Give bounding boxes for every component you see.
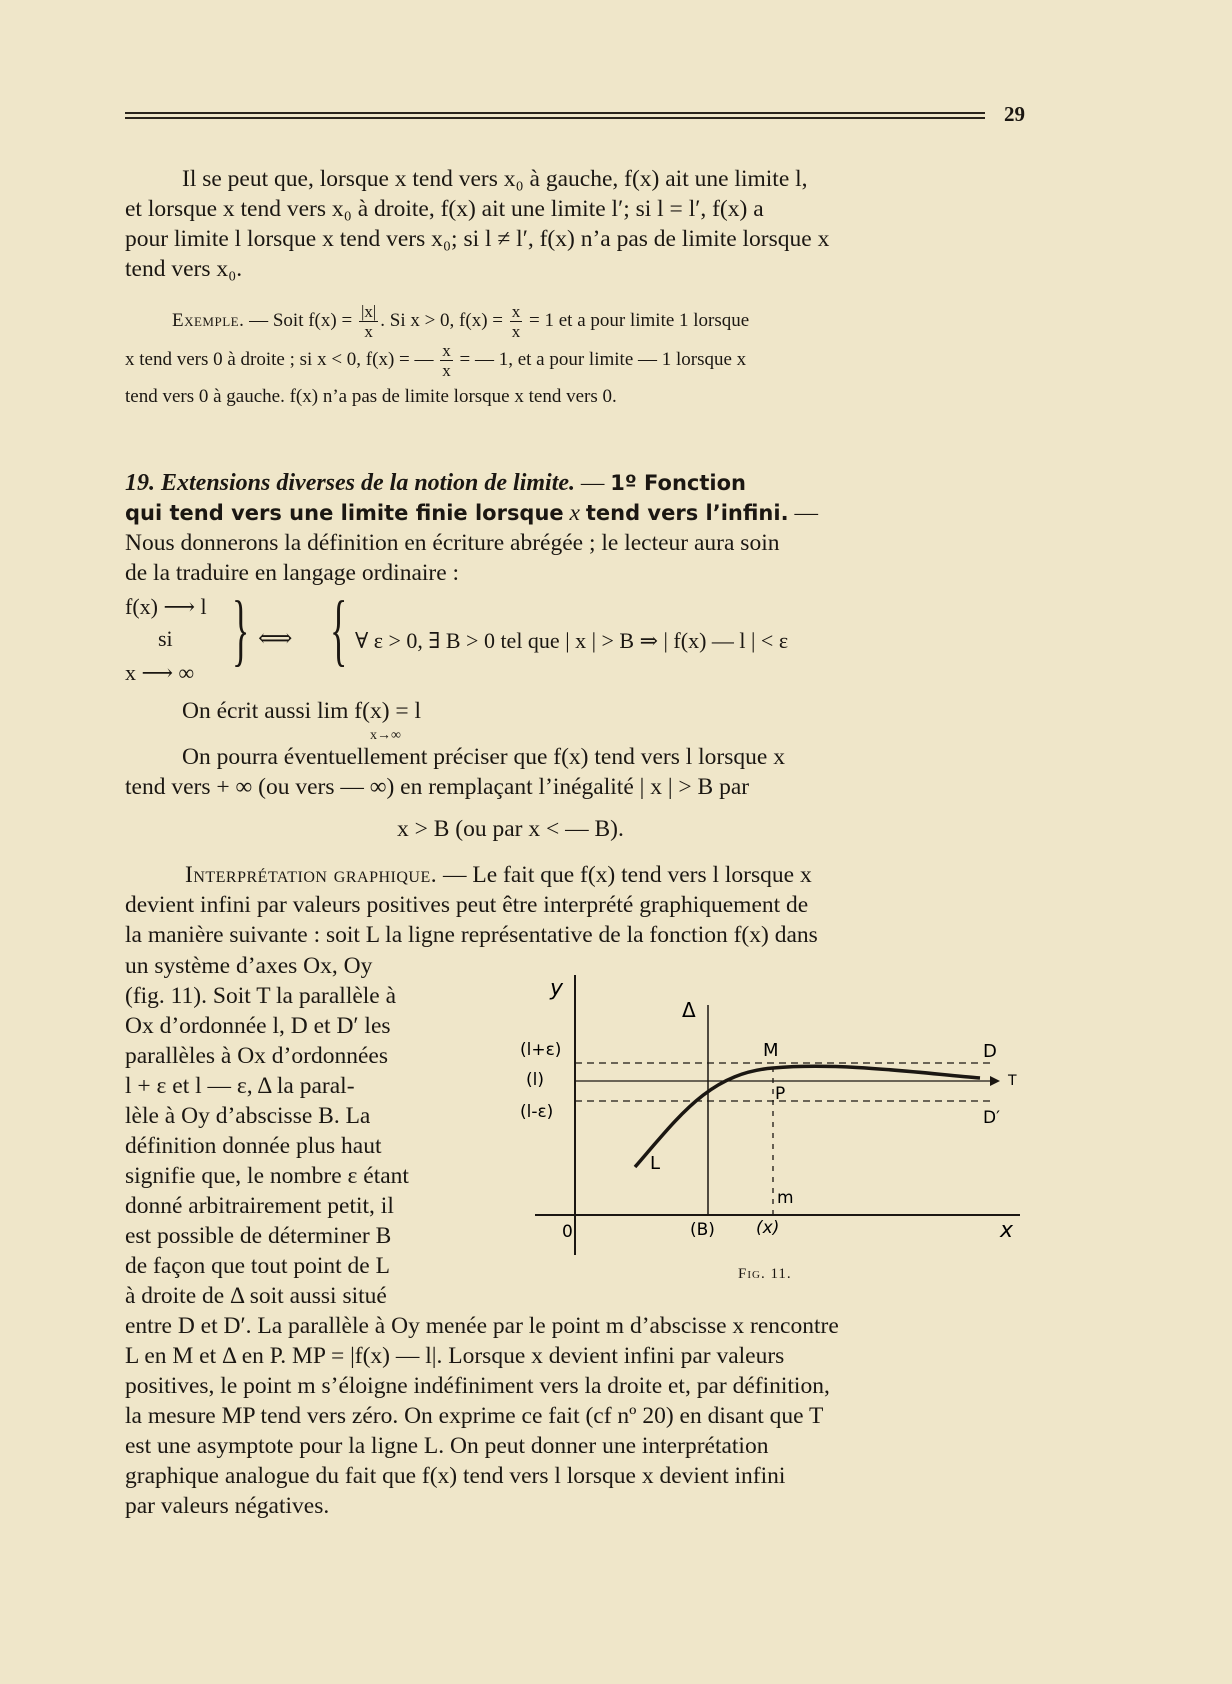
- label-l-minus-eps: (l-ε): [520, 1102, 554, 1122]
- label-origin: 0: [562, 1222, 573, 1242]
- def-left-1: f(x) ⟶ l: [125, 594, 207, 619]
- example-line-3: tend vers 0 à gauche. f(x) n’a pas de limite lorsque x tend vers 0.: [125, 386, 617, 407]
- lim-subscript: x→∞: [370, 728, 401, 743]
- label-delta: Δ: [682, 998, 696, 1022]
- example-label: Exemple.: [172, 309, 245, 331]
- section-title-line-1: 19. Extensions diverses de la notion de limite. — 1º Fonction: [125, 470, 746, 496]
- wide-line-1: entre D et D′. La parallèle à Oy menée par le point m d’abscisse x rencontre: [125, 1313, 839, 1339]
- brace-right: {: [330, 586, 348, 674]
- label-P: P: [775, 1084, 786, 1104]
- label-m: m: [777, 1188, 794, 1208]
- narrow-line-2: (fig. 11). Soit T la parallèle à: [125, 983, 397, 1009]
- section-title: 19. Extensions diverses de la notion de limite.: [125, 470, 576, 496]
- narrow-line-9: donné arbitrairement petit, il: [125, 1193, 394, 1219]
- intro-line-1: Nous donnerons la définition en écriture abrégée ; le lecteur aura soin: [125, 530, 780, 556]
- narrow-line-1: un système d’axes Ox, Oy: [125, 953, 373, 979]
- narrow-line-12: à droite de Δ soit aussi situé: [125, 1283, 387, 1309]
- narrow-line-5: l + ε et l — ε, Δ la paral-: [125, 1073, 355, 1099]
- section-title-line-2: qui tend vers une limite finie lorsque x tend vers l’infini. —: [125, 500, 818, 526]
- label-x: x: [1000, 1218, 1014, 1243]
- para1-line-2: et lorsque x tend vers x₀ à droite, f(x) ait une limite l′; si l = l′, f(x) a: [125, 196, 764, 222]
- narrow-line-8: signifie que, le nombre ε étant: [125, 1163, 409, 1189]
- def-right: ∀ ε > 0, ∃ B > 0 tel que | x | > B ⇒ | f(x) — l | < ε: [355, 628, 789, 653]
- header-rule: [125, 112, 985, 120]
- example-line-1: Exemple. — Soit f(x) = $\frac{|x|}{x}$ . Si x > 0, f(x) = $\frac{x}{x}$ = 1 et a pour limite 1 lorsque: [172, 302, 750, 341]
- label-L: L: [650, 1153, 661, 1174]
- equiv-symbol: ⟺: [258, 626, 293, 652]
- arrow-T-icon: [990, 1076, 1000, 1086]
- narrow-line-11: de façon que tout point de L: [125, 1253, 390, 1279]
- intro-line-2: de la traduire en langage ordinaire :: [125, 560, 460, 586]
- para2-line-2: tend vers + ∞ (ou vers — ∞) en remplaçant l’inégalité | x | > B par: [125, 774, 750, 800]
- page-number: 29: [1004, 102, 1025, 126]
- def-left-3: x ⟶ ∞: [125, 660, 195, 685]
- label-l: (l): [526, 1070, 544, 1090]
- lim-line: On écrit aussi lim f(x) = l: [182, 698, 422, 724]
- fraction: $\frac{x}{x}$: [442, 341, 451, 380]
- wide-line-2: L en M et Δ en P. MP = |f(x) — l|. Lorsque x devient infini par valeurs: [125, 1343, 785, 1369]
- para2-line-1: On pourra éventuellement préciser que f(x) tend vers l lorsque x: [182, 744, 785, 770]
- interp-label: Interprétation graphique.: [185, 862, 438, 888]
- label-T: T: [1008, 1073, 1017, 1089]
- label-D: D: [983, 1041, 997, 1062]
- fraction: $\frac{|x|}{x}$: [360, 302, 377, 341]
- narrow-line-3: Ox d’ordonnée l, D et D′ les: [125, 1013, 391, 1039]
- narrow-line-10: est possible de déterminer B: [125, 1223, 392, 1249]
- figure-11: [520, 975, 1040, 1285]
- narrow-line-6: lèle à Oy d’abscisse B. La: [125, 1103, 371, 1129]
- wide-line-4: la mesure MP tend vers zéro. On exprime ce fait (cf nº 20) en disant que T: [125, 1403, 824, 1429]
- def-left-2: si: [158, 626, 173, 651]
- para1-line-1: Il se peut que, lorsque x tend vers x₀ à gauche, f(x) ait une limite l,: [182, 166, 808, 192]
- wide-line-3: positives, le point m s’éloigne indéfiniment vers la droite et, par définition,: [125, 1373, 830, 1399]
- para2-line-3: x > B (ou par x < — B).: [397, 816, 624, 842]
- para1-line-4: tend vers x₀.: [125, 256, 243, 282]
- narrow-line-4: parallèles à Ox d’ordonnées: [125, 1043, 388, 1069]
- interp-line-1: Interprétation graphique. — Le fait que f(x) tend vers l lorsque x: [185, 862, 812, 888]
- interp-line-2: devient infini par valeurs positives peut être interprété graphiquement de: [125, 892, 809, 918]
- label-B: (B): [690, 1220, 715, 1240]
- fraction: $\frac{x}{x}$: [511, 302, 521, 341]
- narrow-line-7: définition donnée plus haut: [125, 1133, 382, 1159]
- wide-line-6: graphique analogue du fait que f(x) tend vers l lorsque x devient infini: [125, 1463, 786, 1489]
- wide-line-7: par valeurs négatives.: [125, 1493, 330, 1519]
- label-y: y: [550, 976, 564, 1001]
- figure-caption: Fig. 11.: [738, 1266, 792, 1282]
- label-l-plus-eps: (l+ε): [520, 1040, 562, 1060]
- brace-left: }: [232, 586, 250, 674]
- example-line-2: x tend vers 0 à droite ; si x < 0, f(x) = — $\frac{x}{x}$ = — 1, et a pour limite — 1 lorsque x: [125, 341, 747, 380]
- label-x-point: (x): [756, 1218, 780, 1238]
- para1-line-3: pour limite l lorsque x tend vers x₀; si l ≠ l′, f(x) n’a pas de limite lorsque x: [125, 226, 830, 252]
- interp-line-3: la manière suivante : soit L la ligne représentative de la fonction f(x) dans: [125, 922, 818, 948]
- label-D-prime: D′: [983, 1108, 1000, 1128]
- wide-line-5: est une asymptote pour la ligne L. On peut donner une interprétation: [125, 1433, 769, 1459]
- label-M: M: [763, 1040, 779, 1061]
